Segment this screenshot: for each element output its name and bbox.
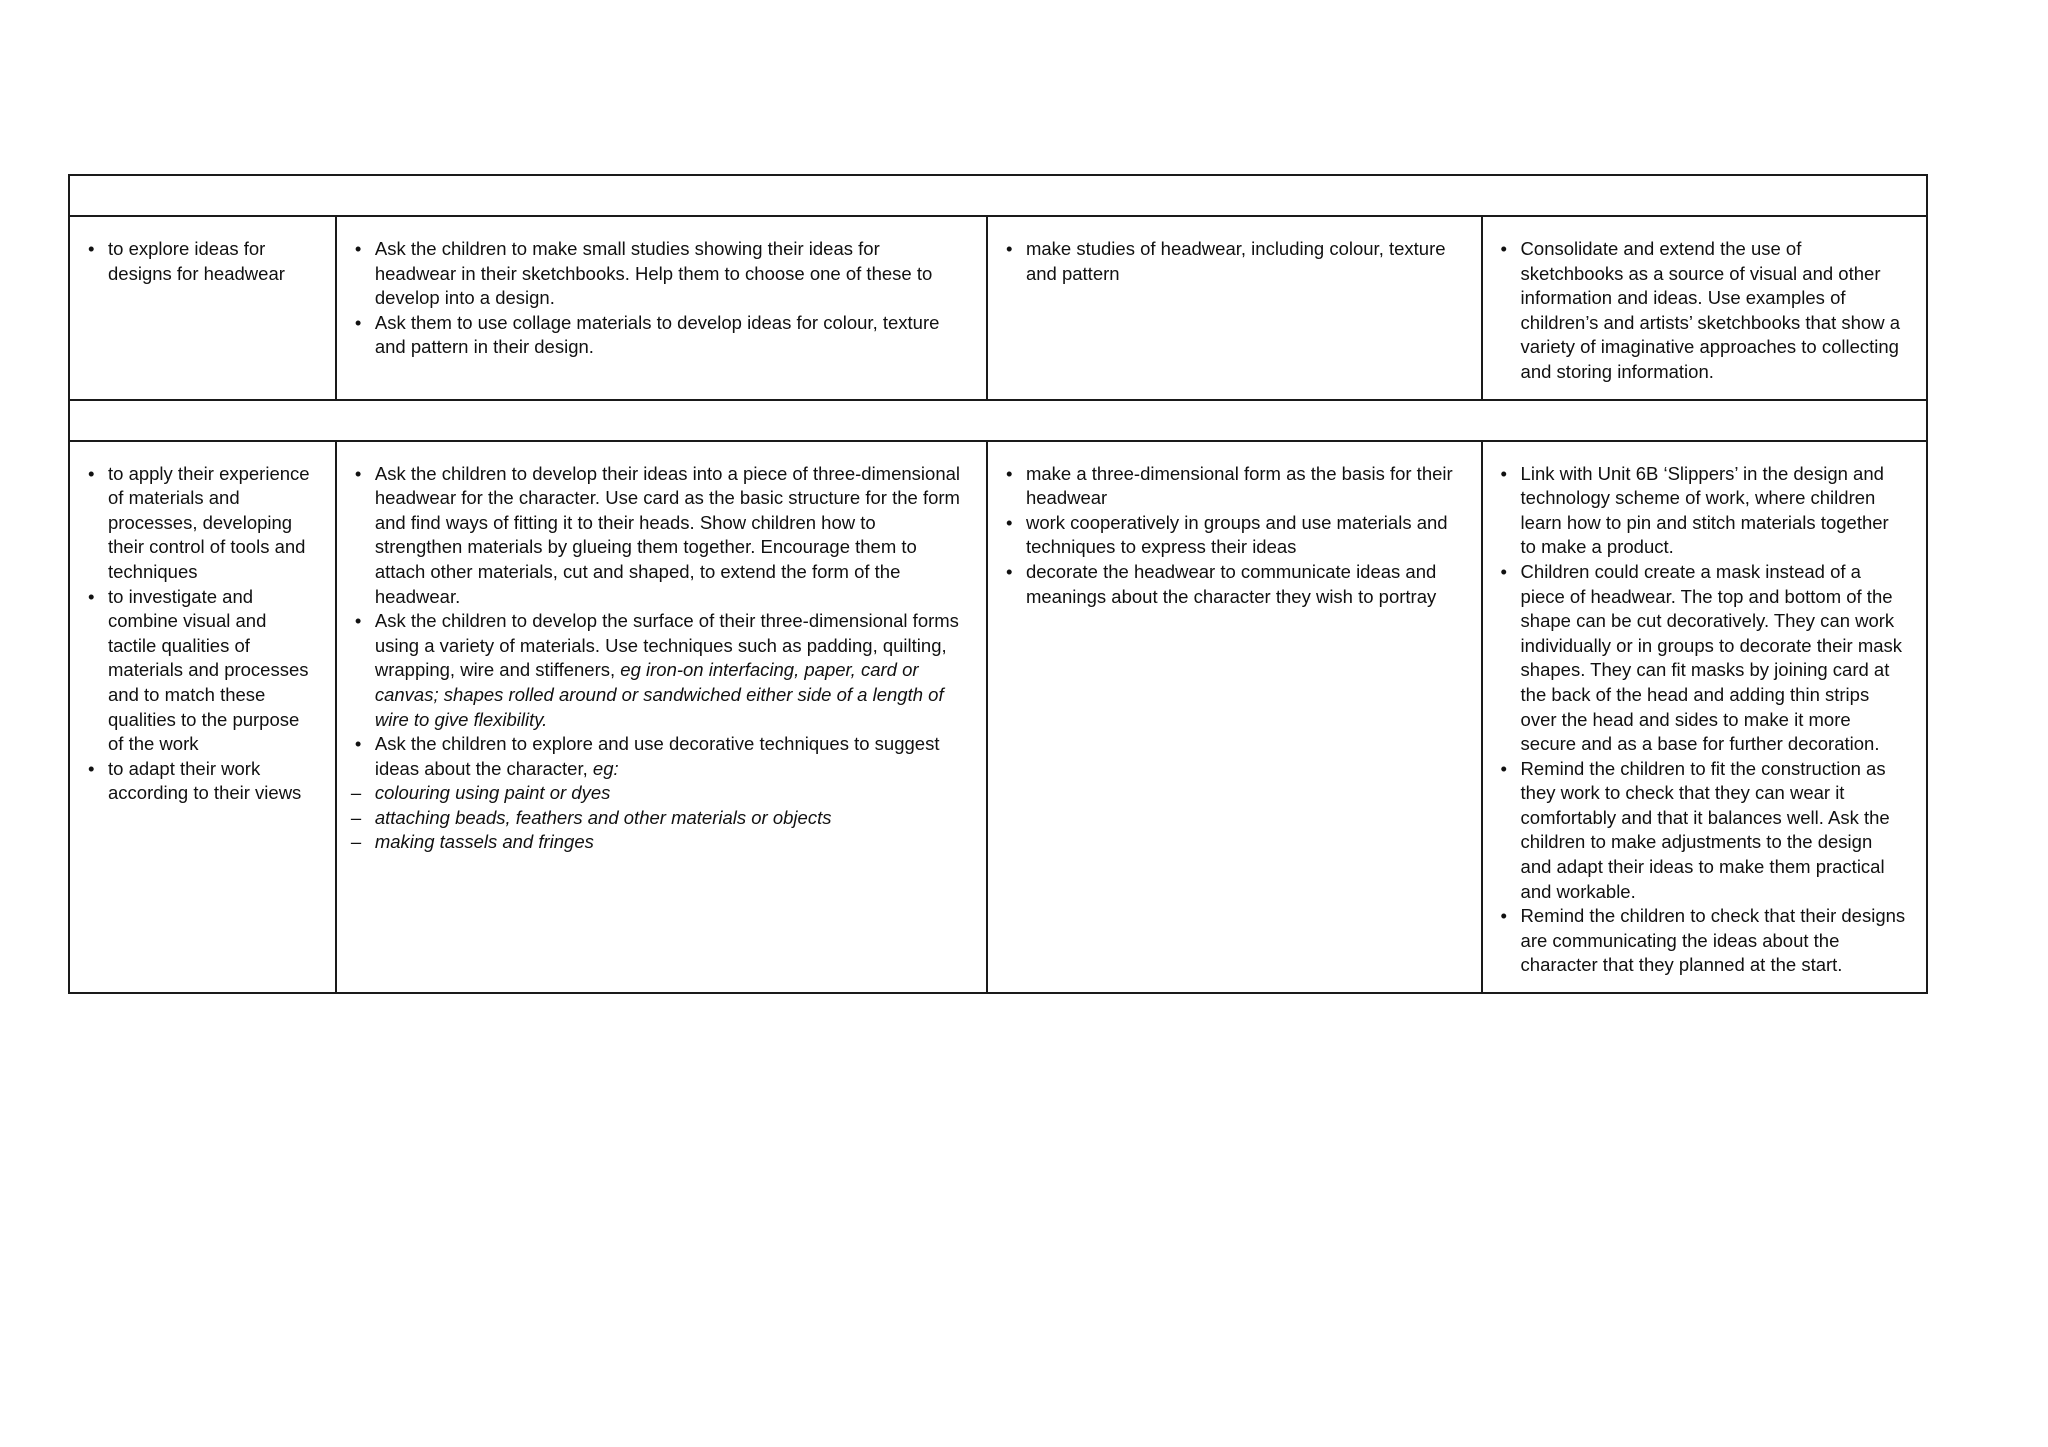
bullet-icon: • xyxy=(1500,238,1508,259)
objectives-cell-1 xyxy=(69,216,336,400)
section-header-cell-2 xyxy=(69,400,1927,441)
section-header-row-2 xyxy=(69,400,1927,441)
activities-list-1 xyxy=(351,237,966,360)
list-item: • Remind the children to fit the construction as they work to check that they can wear it comfortably and that it balances well. Ask the children to make adjustments to the design and adapt their ideas to make them practical and workable. xyxy=(1500,757,1890,902)
list-item: • Consolidate and extend the use of sketchbooks as a source of visual and other information and ideas. Use examples of children’s and artists’ sketchbooks that show a variety of imaginative approaches to collecting and storing information. xyxy=(1500,238,1900,382)
list-item: • Ask the children to develop the surface of their three-dimensional forms using a variety of materials. Use techniques such as padding, quilting, wrapping, wire and stiffeners, eg iron-on interfacing, paper, card or canvas; shapes rolled around or sandwiched either side of a length of wire to give flexibility. xyxy=(354,610,959,730)
bullet-icon: • xyxy=(88,585,95,607)
bullet-icon: • xyxy=(1005,238,1013,259)
objectives-list-2 xyxy=(84,462,315,806)
list-item: • make studies of headwear, including colour, texture and pattern xyxy=(1005,238,1446,284)
bullet-icon: • xyxy=(1500,757,1508,779)
activities-cell-2 xyxy=(336,441,987,993)
objectives-cell-2 xyxy=(69,441,336,993)
outcomes-cell-1 xyxy=(987,216,1482,400)
list-item: • make a three-dimensional form as the basis for their headwear xyxy=(1005,462,1453,509)
outcomes-cell-2 xyxy=(987,441,1482,993)
list-item: • decorate the headwear to communicate ideas and meanings about the character they wish to portray xyxy=(1005,560,1437,607)
list-item: • Ask the children to develop their ideas into a piece of three-dimensional headwear for the character. Use card as the basic structure for the form and find ways of fitting it to their heads. Show children how to strengthen materials by glueing them together. Encourage them to attach other materials, cut and shaped, to extend the form of the headwear. xyxy=(354,462,961,607)
bullet-icon: • xyxy=(1005,511,1013,533)
list-item: – colouring using paint or dyes xyxy=(351,781,966,806)
dash-icon: – xyxy=(350,806,362,828)
list-item: • to investigate and combine visual and tactile qualities of materials and processes and to match these qualities to the purpose of the work xyxy=(88,585,309,755)
content-row-2 xyxy=(69,441,1927,993)
list-item: • to apply their experience of materials and processes, developing their control of tools and techniques xyxy=(88,462,310,582)
list-item: • Ask them to use collage materials to develop ideas for colour, texture and pattern in their design. xyxy=(354,311,940,358)
objectives-list-1 xyxy=(84,237,315,286)
notes-list-1 xyxy=(1497,237,1906,385)
list-item: • work cooperatively in groups and use materials and techniques to express their ideas xyxy=(1005,511,1448,558)
bullet-icon: • xyxy=(354,238,362,259)
bullet-icon: • xyxy=(354,733,362,755)
activities-list-2 xyxy=(351,462,966,856)
list-item: • to adapt their work according to their views xyxy=(88,757,302,804)
list-item: • Ask the children to explore and use decorative techniques to suggest ideas about the character, eg: xyxy=(354,733,940,779)
dash-icon: – xyxy=(350,782,362,804)
list-item: • to explore ideas for designs for headwear xyxy=(88,238,285,284)
bullet-icon: • xyxy=(88,462,95,484)
list-item: • Ask the children to make small studies showing their ideas for headwear in their sketchbooks. Help them to choose one of these to develop into a design. xyxy=(354,238,933,309)
list-item: • Children could create a mask instead of a piece of headwear. The top and bottom of the shape can be cut decoratively. They can work individually or in groups to decorate their mask shapes. They can fit masks by joining card at the back of the head and adding thin strips over the head and sides to make it more secure and as a base for further decoration. xyxy=(1500,560,1903,755)
outcomes-list-2 xyxy=(1002,462,1461,610)
content-row-1 xyxy=(69,216,1927,400)
bullet-icon: • xyxy=(88,757,95,779)
notes-list-2 xyxy=(1497,462,1906,978)
activities-cell-1 xyxy=(336,216,987,400)
list-item: – attaching beads, feathers and other materials or objects xyxy=(351,806,966,831)
bullet-icon: • xyxy=(354,462,362,484)
bullet-icon: • xyxy=(354,311,362,333)
list-item: • Link with Unit 6B ‘Slippers’ in the design and technology scheme of work, where children learn how to pin and stitch materials together to make a product. xyxy=(1500,462,1889,558)
section-header-cell-1 xyxy=(69,175,1927,216)
bullet-icon: • xyxy=(1005,560,1013,582)
notes-cell-2 xyxy=(1482,441,1927,993)
bullet-icon: • xyxy=(1500,560,1508,582)
outcomes-list-1 xyxy=(1002,237,1461,286)
scheme-table xyxy=(68,174,1928,994)
section-header-row-1 xyxy=(69,175,1927,216)
dash-icon: – xyxy=(350,831,362,853)
notes-cell-1 xyxy=(1482,216,1927,400)
bullet-icon: • xyxy=(1500,462,1508,484)
bullet-icon: • xyxy=(1500,905,1508,927)
bullet-icon: • xyxy=(88,238,95,259)
list-item: – making tassels and fringes xyxy=(351,830,966,855)
list-item: • Remind the children to check that their designs are communicating the ideas about the character that they planned at the start. xyxy=(1500,905,1906,976)
bullet-icon: • xyxy=(1005,462,1013,484)
bullet-icon: • xyxy=(354,610,362,632)
